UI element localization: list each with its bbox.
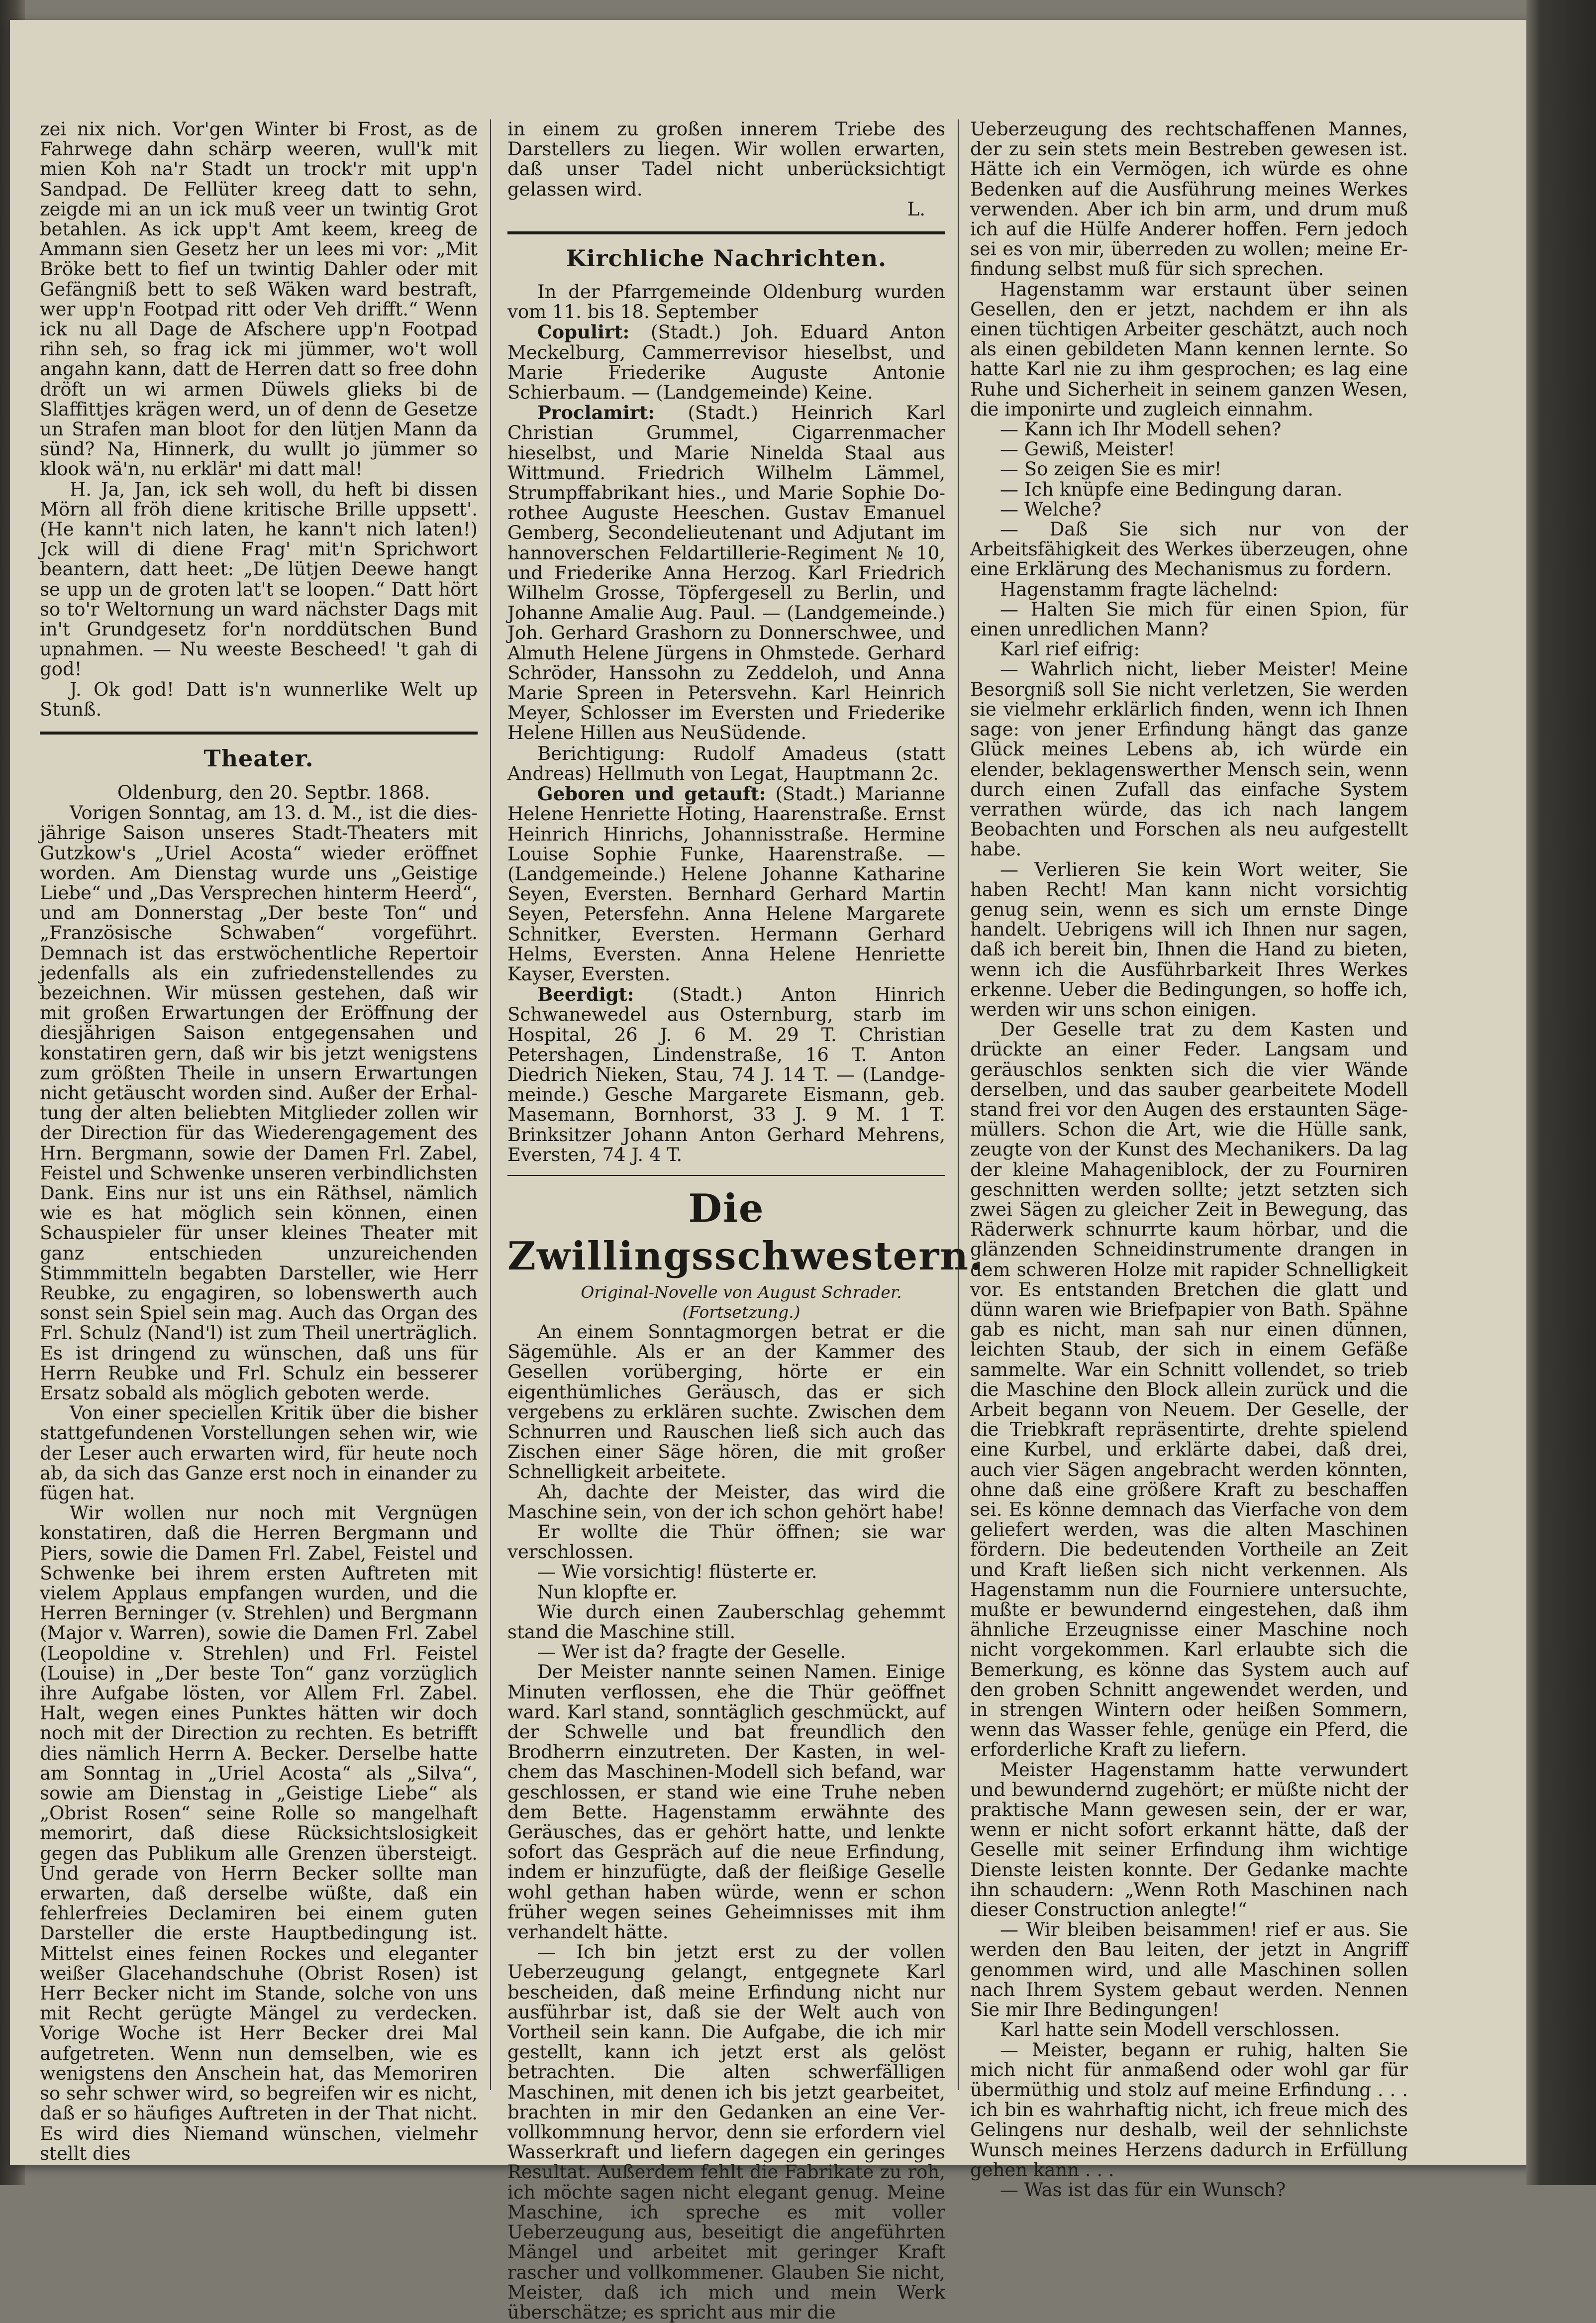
section-divider bbox=[40, 732, 478, 735]
column-left bbox=[40, 118, 478, 2164]
dialect-paragraph: H. Ja, Jan, ick seh woll, du heft bi dissen Mörn all fröh diene kritische Brille uppsett'. (He kann't nich laten, he kann't nich laten!) Jck will di diene Frag' mit'n Sprichwort beantern, datt heet: „De lütjen Deewe hangt se upp un de groten lat't se loopen.“ Datt hört so to'r Weltornung un ward nächster Dags mit in't Grundgesetz for'n norddütschen Bund upnahmen. — Nu weeste Bescheed! 't gah di god! bbox=[40, 478, 478, 680]
novel-paragraph: — Wahrlich nicht, lieber Meister! Meine Besorgniß soll Sie nicht verletzen, Sie werden sie vielmehr erklärlich finden, wenn ich Ihnen sage: von jener Erfindung hängt das ganze Glück meines Lebens ab, ich würde ein elender, beklagenswerther Mensch sein, wenn durch einen Zufall das einfache System verrathen würde, das ich nach langem Beobachten und Forschen als neu aufgestellt habe. bbox=[970, 658, 1408, 860]
church-entry bbox=[507, 743, 945, 784]
theater-paragraph: Vorigen Sonntag, am 13. d. M., ist die diesjährige Saison unseres Stadt-Theaters mit Gutzkow's „Uriel Acosta“ wieder eröffnet worden. Am Dienstag wurde uns „Geistige Liebe“ und „Das Versprechen hinterm Heerd“, und am Donnerstag „Der beste Ton“ und „Französische Schwaben“ vorgeführt. Demnach ist das erstwöchentliche Repertoir jedenfalls als ein zufriedenstellendes zu bezeichnen. Wir müssen gestehen, daß wir mit großen Erwartungen der Eröffnung der diesjährigen Saison entgegensahen und konstatiren gern, daß wir bis jetzt wenigstens zum größten Theile in unsern Erwartungen nicht getäuscht worden sind. Außer der Erhaltung der alten beliebten Mitglieder zollen wir der Direction für das Wiederengagement des Hrn. Bergmann, sowie der Damen Frl. Zabel, Feistel und Schwenke unseren verbindlichsten Dank. Eins nur ist uns ein Räthsel, nämlich wie es hat möglich sein können, einen Schauspieler für unser kleines Theater mit ganz entschieden unzureichenden Stimmmitteln begabten Darsteller, wie Herr Reubke, zu engagiren, so lobenswerth auch sonst sein Spiel sein mag. Auch das Organ des Frl. Schulz (Nand'l) ist zum Theil unerträglich. Es ist dringend zu wünschen, daß uns für Herrn Reubke und Frl. Schulz ein besserer Ersatz sobald als möglich geboten werde. bbox=[40, 802, 478, 1404]
entry-text: (Stadt.) Heinrich Karl Christian Grummel, Cigarrenmacher hieselbst, und Marie Ninelda Staal aus Wittmund. Friedrich Wilhelm Lämmel, Strumpffabrikant hies., und Marie Sophie Dorothee Auguste Heeschen. Gustav Emanuel Gemberg, Secondelieutenant und Adjutant im hannoverschen Feldartillerie-Regiment № 10, und Friederike Anna Herzog. Karl Friedrich Wilhelm Grosse, Töpfergesell zu Berlin, und Johanne Amalie Aug. Paul. — (Landgemeinde.) Joh. Gerhard Grashorn zu Donnerschwee, und Almuth Helene Jürgens in Ohmstede. Gerhard Schröder, Hanssohn zu Zeddeloh, und Anna Marie Spreen in Petersvehn. Karl Heinrich Meyer, Schlosser im Eversten und Friederike Helene Hillen aus NeuSüdende. bbox=[507, 402, 945, 744]
review-signature: L. bbox=[907, 198, 925, 220]
novel-paragraph: Karl hatte sein Modell verschlossen. bbox=[1000, 2019, 1340, 2041]
novel-paragraph: — Wer ist da? fragte der Geselle. bbox=[537, 1641, 846, 1663]
novel-paragraph: — So zeigen Sie es mir! bbox=[1000, 458, 1222, 480]
dialect-paragraph: J. Ok god! Datt is'n wunnerlike Welt up Stunß. bbox=[40, 678, 478, 720]
entry-label: Beerdigt: bbox=[537, 983, 634, 1006]
novel-paragraph: — Gewiß, Meister! bbox=[1000, 438, 1175, 460]
novel-paragraph: — Kann ich Ihr Modell sehen? bbox=[1000, 419, 1282, 440]
novel-paragraph: Er wollte die Thür öffnen; sie war verschlossen. bbox=[507, 1521, 945, 1563]
church-entry bbox=[507, 403, 945, 743]
novel-paragraph: Meister Hagenstamm hatte verwundert und bewundernd zugehört; er müßte nicht der praktische Mann gewesen sein, der er war, wenn er nicht sofort erkannt hätte, daß der Geselle mit seiner Erfindung ihm wichtige Dienste leisten konnte. Der Gedanke machte ihn schaudern: „Wenn Roth Maschinen nach dieser Construction anlegte!“ bbox=[970, 1759, 1408, 1921]
novel-subtitle: Original-Novelle von August Schrader. bbox=[581, 1282, 902, 1302]
church-intro: In der Pfarrgemeinde Oldenburg wurden vom 11. bis 18. September bbox=[507, 281, 945, 323]
entry-label: Copulirt: bbox=[537, 321, 630, 343]
novel-paragraph: — Wie vorsichtig! flüsterte er. bbox=[537, 1561, 817, 1583]
entry-text: Berichtigung: Rudolf Amadeus (statt Andreas) Hellmuth von Legat, Hauptmann 2c. bbox=[507, 742, 945, 784]
newspaper-page bbox=[10, 20, 1542, 2323]
section-divider bbox=[507, 231, 945, 234]
dialect-paragraph: zei nix nich. Vor'gen Winter bi Frost, as de Fahrwege dahn schärp weeren, wull'k mit mien Koh na'r Stadt un trock'r mit upp'n Sandpad. De Fellüter kreeg datt to sehn, zeigde mi an un ick muß veer un twintig Grot betahlen. As ick upp't Amt keem, kreeg de Ammann sien Gesetz her un lees mi vor: „Mit Bröke bett to fief un twintig Dahler oder mit Gefängniß bett to seß Wäken ward bestraft, wer upp'n Footpad ritt oder Veh drifft.“ Wenn ick nu all Dage de Afschere upp'n Footpad rihn seh, so frag ick mi jümmer, wo't woll angahn kann, datt de Herren datt so free dohn dröft un wi armen Düwels glieks bi de Slaffittjes krägen werd, un of denn de Gesetze un Strafen man bloot for den lütjen Mann da sünd? Na, Hinnerk, du wullt jo jümmer so klook wä'n, nu erklär' mi datt mal! bbox=[40, 118, 478, 480]
novel-paragraph: Ah, dachte der Meister, das wird die Maschine sein, von der ich schon gehört habe! bbox=[507, 1481, 945, 1523]
novel-paragraph: Der Geselle trat zu dem Kasten und drückte an einer Feder. Langsam und geräuschlos senkten sich die vier Wände derselben, und das sauber gearbeitete Modell stand frei vor den Augen des erstaunten Sägemüllers. Schon die Art, wie die Hülle sank, zeugte von der Kunst des Mechanikers. Da lag der kleine Mahageniblock, der zu Fourniren geschnitten werden sollte; jetzt setzten sich zwei Sägen zu gleicher Zeit in Bewegung, das Räderwerk schnurrte kaum hörbar, und die glänzenden Schneidinstrumente drangen in dem schweren Holze mit rapider Schnelligkeit vor. Es entstanden Bretchen die glatt und dünn waren wie Briefpapier von Bath. Spähne gab es nicht, man sah nur einen dünnen, leichten Staub, der sich in einem Gefäße sammelte. War ein Schnitt vollendet, so trieb die Maschine den Block allein zurück und die Arbeit begann von Neuem. Der Geselle, der die Triebkraft repräsentirte, drehte spielend eine Kurbel, und erklärte dabei, daß drei, auch vier Sägen angebracht werden könnten, ohne daß eine größere Kraft zu beschaffen sei. Es könne demnach das Vierfache von dem geliefert werden, was die alten Maschinen fördern. Die bedeutenden Vortheile an Zeit und Kraft ließen sich nicht verkennen. Als Hagenstamm nun die Fourniere untersuchte, mußte er bewundernd eingestehen, daß ihm ähnliche Erzeugnisse einer Maschine noch nicht vorgekommen. Karl erlaubte sich die Bemerkung, es könne das System auch auf den groben Schnitt angewendet werden, und in strengen Wintern oder heißen Sommern, wenn das Wasser fehle, genüge ein Pferd, die erforderliche Kraft zu liefern. bbox=[970, 1019, 1408, 1761]
novel-paragraph: — Ich bin jetzt erst zu der vollen Ueberzeugung gelangt, entgegnete Karl bescheiden, daß meine Erfindung nicht nur ausführbar ist, daß sie der Welt auch von Vortheil sein kann. Die Aufgabe, die ich mir gestellt, kann ich jetzt erst als gelöst betrachten. Die alten schwerfälligen Maschinen, mit denen ich bis jetzt gearbeitet, brachten in mir den Gedanken an eine Vervollkommnung hervor, denn sie erfordern viel Wasserkraft und liefern dagegen ein geringes Resultat. Außerdem fehlt die Fabrikate zu roh, ich möchte sagen nicht elegant genug. Meine Maschine, ich spreche es mit voller Ueberzeugung aus, beseitigt die angeführten Mängel und arbeitet mit geringer Kraft rascher und vollkommener. Glauben Sie nicht, Meister, daß ich mich und mein Werk überschätze; es spricht aus mir die bbox=[507, 1941, 945, 2323]
entry-text: (Stadt.) Anton Hinrich Schwanewedel aus Osternburg, starb im Hospital, 26 J. 6 M. 29 T. Christian Petershagen, Lindenstraße, 16 T. Anton Diedrich Nieken, Stau, 74 J. 14 T. — (Landgemeinde.) Gesche Margarete Eismann, geb. Masemann, Bornhorst, 33 J. 9 M. 1 T. Brinksitzer Johann Anton Gerhard Mehrens, Eversten, 74 J. 4 T. bbox=[507, 984, 945, 1165]
column-rule bbox=[490, 119, 491, 2090]
novel-paragraph: — Ich knüpfe eine Bedingung daran. bbox=[1000, 478, 1343, 500]
novel-paragraph: An einem Sonntagmorgen betrat er die Sägemühle. Als er an der Kammer des Gesellen vorüberging, hörte er ein eigenthümliches Geräusch, das er sich vergebens zu erklären suchte. Zwischen dem Schnurren und Rauschen ließ sich auch das Zischen einer Säge hören, die mit großer Schnelligkeit arbeitete. bbox=[507, 1321, 945, 1483]
novel-paragraph: Karl rief eifrig: bbox=[1000, 638, 1140, 660]
novel-paragraph: — Daß Sie sich nur von der Arbeitsfähigkeit des Werkes überzeugen, ohne eine Erklärung des Mechanismus zu fordern. bbox=[970, 519, 1408, 580]
church-news-heading: Kirchliche Nachrichten. bbox=[566, 245, 887, 272]
column-middle bbox=[507, 118, 984, 2323]
novel-paragraph: Der Meister nannte seinen Namen. Einige Minuten verflossen, ehe die Thür geöffnet ward. Karl stand, sonntäglich geschmückt, auf der Schwelle und bat freundlich den Brodherrn einzutreten. Der Kasten, in welchem das Maschinen-Modell sich befand, war geschlossen, er stand wie eine Truhe neben dem Bette. Hagenstamm erwähnte des Geräusches, das er gehört hatte, und lenkte sofort das Gespräch auf die neue Erfindung, indem er hinzufügte, daß der fleißige Geselle wohl gethan haben würde, wenn er schon früher wegen seines Geheimnisses mit ihm verhandelt hätte. bbox=[507, 1661, 945, 1943]
novel-paragraph: Nun klopfte er. bbox=[537, 1581, 678, 1603]
theater-heading: Theater. bbox=[203, 745, 314, 772]
novel-paragraph: — Meister, begann er ruhig, halten Sie mich nicht für anmaßend oder wohl gar für übermüthig und stolz auf meine Erfindung . . . ich bin es wahrhaftig nicht, ich freue mich des Gelingens nur deshalb, weil der sehnlichste Wunsch meines Herzens dadurch in Erfüllung gehen kann . . . bbox=[970, 2039, 1408, 2181]
novel-title: Die Zwillingsschwestern. bbox=[507, 1185, 984, 1279]
theater-paragraph: Von einer speciellen Kritik über die bisher stattgefundenen Vorstellungen sehen wir, wie der Leser auch erwarten wird, für heute noch ab, da sich das Ganze erst noch in einander zu fügen hat. bbox=[40, 1402, 478, 1504]
theater-dateline: Oldenburg, den 20. Septbr. 1868. bbox=[117, 782, 430, 804]
novel-paragraph: — Wir bleiben beisammen! rief er aus. Sie werden den Bau leiten, der jetzt in Angriff genommen wird, und alle Maschinen sollen nach Ihrem System gebaut werden. Nennen Sie mir Ihre Bedingungen! bbox=[970, 1919, 1408, 2021]
theater-paragraph: Wir wollen nur noch mit Vergnügen konstatiren, daß die Herren Bergmann und Piers, sowie die Damen Frl. Zabel, Feistel und Schwenke bei ihrem ersten Auftreten mit vielem Applaus empfangen wurden, und die Herren Berninger (v. Strehlen) und Bergmann (Major v. Warren), sowie die Damen Frl. Zabel (Leopoldine v. Strehlen) und Frl. Feistel (Louise) in „Der beste Ton“ ganz vorzüglich ihre Aufgabe lösten, vor Allem Frl. Zabel. Halt, wegen eines Punktes hätten wir doch noch mit der Direction zu rechten. Es betrifft dies nämlich Herrn A. Becker. Derselbe hatte am Sonntag in „Uriel Acosta“ als „Silva“, sowie am Dienstag in „Geistige Liebe“ als „Obrist Rosen“ seine Rolle so mangelhaft memorirt, daß diese Rücksichtslosigkeit gegen das Publikum alle Grenzen übersteigt. Und gerade von Herrn Becker sollte man erwarten, daß derselbe wüßte, daß ein fehlerfreies Declamiren bei einem guten Darsteller die erste Hauptbedingung ist. Mittelst eines feinen Rockes und eleganter weißer Glacehandschuhe (Obrist Rosen) ist Herr Becker nicht im Stande, solche von uns mit Recht gerügte Mängel zu verdecken. Vorige Woche ist Herr Becker drei Mal aufgetreten. Wenn nun demselben, wie es wenigstens den Anschein hat, das Memoriren so sehr schwer wird, so begreifen wir es nicht, daß er so häufiges Auftreten in der That nicht. Es wird dies Niemand wünschen, vielmehr stellt dies bbox=[40, 1502, 478, 2164]
church-entry bbox=[507, 984, 945, 1165]
novel-paragraph: — Was ist das für ein Wunsch? bbox=[1000, 2179, 1286, 2201]
novel-continuation: (Fortsetzung.) bbox=[682, 1302, 800, 1322]
book-binding-edge bbox=[1526, 0, 1596, 2185]
novel-paragraph: Wie durch einen Zauberschlag gehemmt stand die Maschine still. bbox=[507, 1601, 945, 1643]
column-right bbox=[970, 118, 1408, 2201]
novel-paragraph: Hagenstamm war erstaunt über seinen Gesellen, den er jetzt, nachdem er ihn als einen tüchtigen Arbeiter geschätzt, auch noch als einen gebildeten Mann kennen lernte. So hatte Karl nie zu ihm gesprochen; es lag eine Ruhe und Sicherheit in seinem ganzen Wesen, die imponirte und zugleich einnahm. bbox=[970, 278, 1408, 420]
section-divider bbox=[507, 1175, 945, 1176]
entry-text: (Stadt.) Joh. Eduard Anton Meckelburg, Cammerrevisor hieselbst, und Marie Friederike Auguste Antonie Schierbaum. — (Landgemeinde) Keine. bbox=[507, 321, 946, 404]
theater-review-end: in einem zu großen innerem Triebe des Darstellers zu liegen. Wir wollen erwarten, daß unser Tadel nicht unberücksichtigt gelassen wird. bbox=[507, 118, 945, 200]
entry-label: Geboren und getauft: bbox=[537, 783, 766, 805]
novel-paragraph: Hagenstamm fragte lächelnd: bbox=[1000, 578, 1279, 600]
novel-paragraph: — Welche? bbox=[1000, 498, 1101, 520]
novel-paragraph: — Halten Sie mich für einen Spion, für einen unredlichen Mann? bbox=[970, 598, 1408, 640]
column-rule bbox=[958, 119, 959, 2090]
novel-paragraph: — Verlieren Sie kein Wort weiter, Sie haben Recht! Man kann nicht vorsichtig genug sein, wenn es sich um ernste Dinge handelt. Uebrigens will ich Ihnen nur sagen, daß ich bereit bin, Ihnen die Hand zu bieten, wenn ich die Ausführbarkeit Ihres Werkes erkenne. Ueber die Bedingungen, so hoffe ich, werden wir uns schon einigen. bbox=[970, 858, 1408, 1020]
church-entry bbox=[507, 784, 945, 984]
entry-label: Proclamirt: bbox=[537, 402, 655, 424]
novel-paragraph: Ueberzeugung des rechtschaffenen Mannes, der zu sein stets mein Bestreben gewesen ist. Hätte ich ein Vermögen, ich würde es ohne Bedenken auf die Ausführung meines Werkes verwenden. Aber ich bin arm, und drum muß ich auf die Hülfe Anderer hoffen. Fern jedoch sei es von mir, überreden zu wollen; meine Erfindung selbst muß für sich sprechen. bbox=[970, 118, 1408, 280]
entry-text: (Stadt.) Marianne Helene Henriette Hoting, Haarenstraße. Ernst Heinrich Hinrichs, Johannisstraße. Hermine Louise Sophie Funke, Haarenstraße. — (Landgemeinde.) Helene Johanne Katharine Seyen, Eversten. Bernhard Gerhard Martin Seyen, Petersfehn. Anna Helene Margarete Schnitker, Eversten. Hermann Gerhard Helms, Eversten. Anna Helene Henriette Kayser, Eversten. bbox=[507, 783, 945, 985]
church-entry bbox=[507, 322, 945, 403]
